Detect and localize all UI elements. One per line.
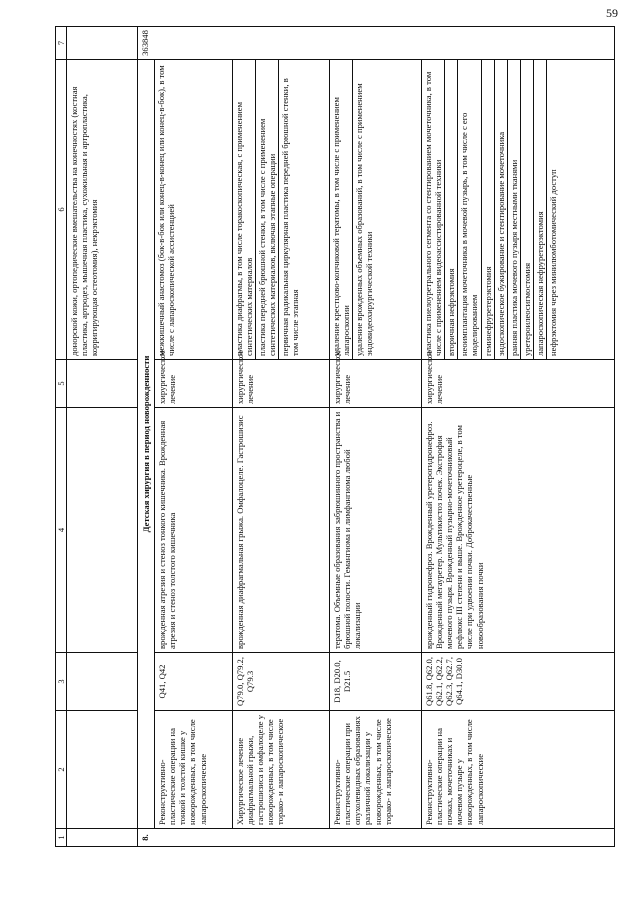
operation-name: Реконструктивно-пластические операции на тонкой и толстой кишке у новорожденных, в том числе лапароскопические: [155, 711, 233, 829]
method-item: первичная радикальная циркулярная пластика передней брюшной стенки, в том числе этапная: [280, 78, 301, 356]
operation-name: Реконструктивно-пластические операции при опухолевидных образованиях различной локализации у новорожденных, в том числе торако- и лапароскопические: [330, 711, 422, 829]
patient-model: врожденная атрезия и стеноз тонкого кишечника. Врожденная атрезия и стеноз толстого кишечника: [155, 408, 233, 653]
method-item: ранняя пластика мочевого пузыря местными тканями: [508, 60, 521, 359]
treatment-type: хирургическое лечение: [155, 360, 233, 408]
method-item: вторичная нефрэктомия: [445, 60, 458, 359]
icd-codes: Q61.8, Q62.0, Q62.1, Q62.2, Q62.3, Q62.7, Q64.1, D30.0: [421, 653, 614, 711]
method-item: пластика передней брюшной стенки, в том числе с применением синтетических материалов, включая этапные операции: [256, 60, 279, 359]
header-cell: 1: [56, 829, 67, 847]
icd-codes: Q79.0, Q79.2, Q79.3: [232, 653, 329, 711]
method-item: межкишечный анастомоз (бок-в-бок или конец-в-конец или конец-в-бок), в том числе с лапароскопической ассистенцией: [156, 65, 177, 356]
table-row: [232, 27, 329, 847]
operation-name: Хирургическое лечение диафрагмальной грыжи, гастрошизиса и омфалоцеле у новорожденных, в том числе торако- и лапароскопическое: [232, 711, 329, 829]
table-row: [330, 27, 422, 847]
table-row: [421, 27, 614, 847]
method-item: неоимплантация мочеточника в мочевой пузырь, в том числе с его моделированием: [458, 60, 481, 359]
price-cell: 363848: [138, 27, 615, 60]
header-cell: 6: [56, 60, 67, 360]
treatment-methods: [155, 60, 233, 360]
method-item: нефрэктомия через минилюмботомический доступ: [548, 169, 559, 356]
header-cell: 2: [56, 711, 67, 829]
treatment-methods: [232, 60, 329, 360]
method-item: эндоскопическое бужирование и стентирование мочеточника: [495, 60, 508, 359]
method-item: пластика пиелоуретрального сегмента со стентированием мочеточника, в том числе с применением видеоассистированной техники: [422, 60, 445, 359]
icd-codes: Q41, Q42: [155, 653, 233, 711]
patient-model: врожденный гидронефроз. Врожденный уретерогидронефроз. Врожденный мегауретер. Мультикистоз почек. Экстрофия мочевого пузыря. Врожденный пузырно-мочеточниковый рефлюкс III степени и выше. Врожденное уретероцеле, в том числе при удвоении почки. Доброкачественные новообразования почки: [421, 408, 614, 653]
page-number: 59: [606, 6, 618, 20]
header-cell: 3: [56, 653, 67, 711]
header-cell: 4: [56, 408, 67, 653]
method-item: уретероилеосигмостомия: [521, 60, 534, 359]
treatment-type: хирургическое лечение: [330, 360, 422, 408]
treatment-type: хирургическое лечение: [421, 360, 614, 408]
icd-codes: D18, D20.0, D21.5: [330, 653, 422, 711]
method-item: геминефруретерэктомия: [482, 60, 495, 359]
header-row: [56, 27, 67, 847]
section-title: Детская хирургия в период новорожденности: [138, 60, 155, 829]
continuation-row: [67, 27, 138, 847]
operation-name: Реконструктивно-пластические операции на почках, мочеточниках и мочевом пузыре у новорожденных, в том числе лапароскопические: [421, 711, 614, 829]
method-item: удаление крестцово-копчиковой тератомы, в том числе с применением лапароскопии: [330, 60, 353, 359]
treatment-type: хирургическое лечение: [232, 360, 329, 408]
treatment-methods: [330, 60, 422, 360]
patient-model: врожденная диафрагмальная грыжа. Омфалоцеле. Гастрошизис: [232, 408, 329, 653]
patient-model: тератома. Объемные образования забрюшинного пространства и брюшной полости. Гемангиома и лимфангиома любой локализации: [330, 408, 422, 653]
method-item: удаление врожденных объемных образований, в том числе с применением эндовидеохирургической техники: [354, 83, 375, 356]
continuation-methods: донорской кожи, ортопедические вмешательства на конечностях (костная пластика, артродез, мышечная пластика, сухожильная и артропластика, корригирующая остеотомия), некрэктомия: [67, 60, 138, 360]
method-item: лапароскопическая нефруретерэктомия: [534, 60, 547, 359]
section-row: [138, 27, 155, 847]
rotated-table-sheet: [55, 27, 615, 847]
page-stage: [55, 27, 615, 847]
treatment-methods: [421, 60, 614, 360]
header-cell: 7: [56, 27, 67, 60]
treatment-table: [55, 26, 615, 847]
method-item: пластика диафрагмы, в том числе торакоскопическая, с применением синтетических материалов: [233, 60, 256, 359]
table-row: [155, 27, 233, 847]
header-cell: 5: [56, 360, 67, 408]
section-number: 8.: [138, 829, 615, 847]
